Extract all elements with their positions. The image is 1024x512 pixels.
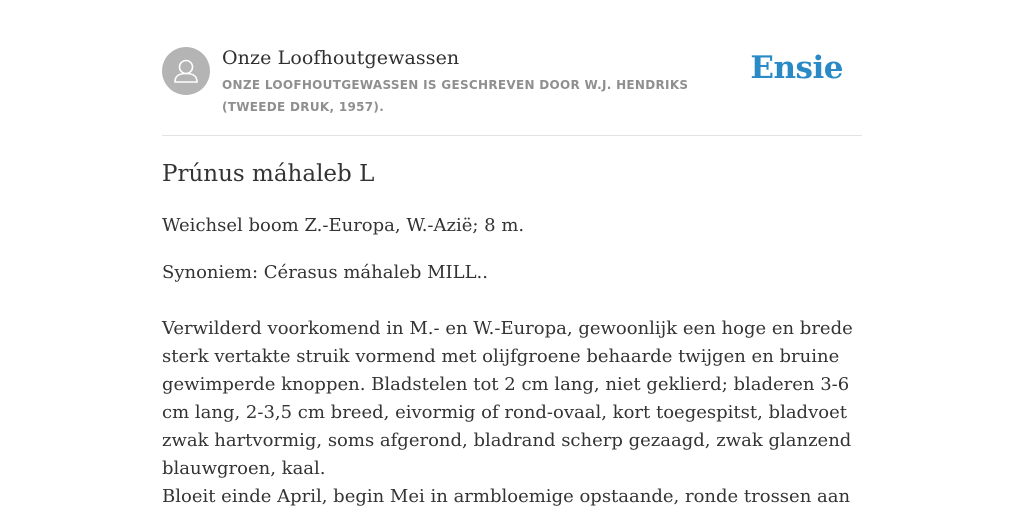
article-title: Prúnus máhaleb L xyxy=(162,161,375,187)
user-placeholder-icon[interactable] xyxy=(162,47,210,95)
ensie-logo[interactable]: Ensie xyxy=(750,50,843,86)
article xyxy=(162,158,872,507)
source-title[interactable]: Onze Loofhoutgewassen xyxy=(222,47,460,69)
source-description: ONZE LOOFHOUTGEWASSEN IS GESCHREVEN DOOR W.J. HENDRIKS (TWEEDE DRUK, 1957). xyxy=(222,78,689,114)
article-meta: Weichsel boom Z.-Europa, W.-Azië; 8 m. xyxy=(162,215,525,236)
article-synonym: Synoniem: Cérasus máhaleb MILL.. xyxy=(162,262,489,283)
article-paragraph: Verwilderd voorkomend in M.- en W.-Europa, gewoonlijk een hoge en brede sterk vertakte struik vormend met olijfgroene behaarde twijgen en bruine gewimperde knoppen. Bladstelen tot 2 cm lang, niet geklierd; bladeren 3-6 cm lang, 2-3,5 cm breed, eivormig of rond-ovaal, kort toegespitst, bladvoet zwak hartvormig, soms afgerond, bladrand scherp gezaagd, zwak glanzend blauwgroen, kaal. xyxy=(162,318,853,479)
source-header xyxy=(162,46,862,136)
article-paragraph: Bloeit einde April, begin Mei in armbloemige opstaande, ronde trossen aan xyxy=(162,486,851,507)
